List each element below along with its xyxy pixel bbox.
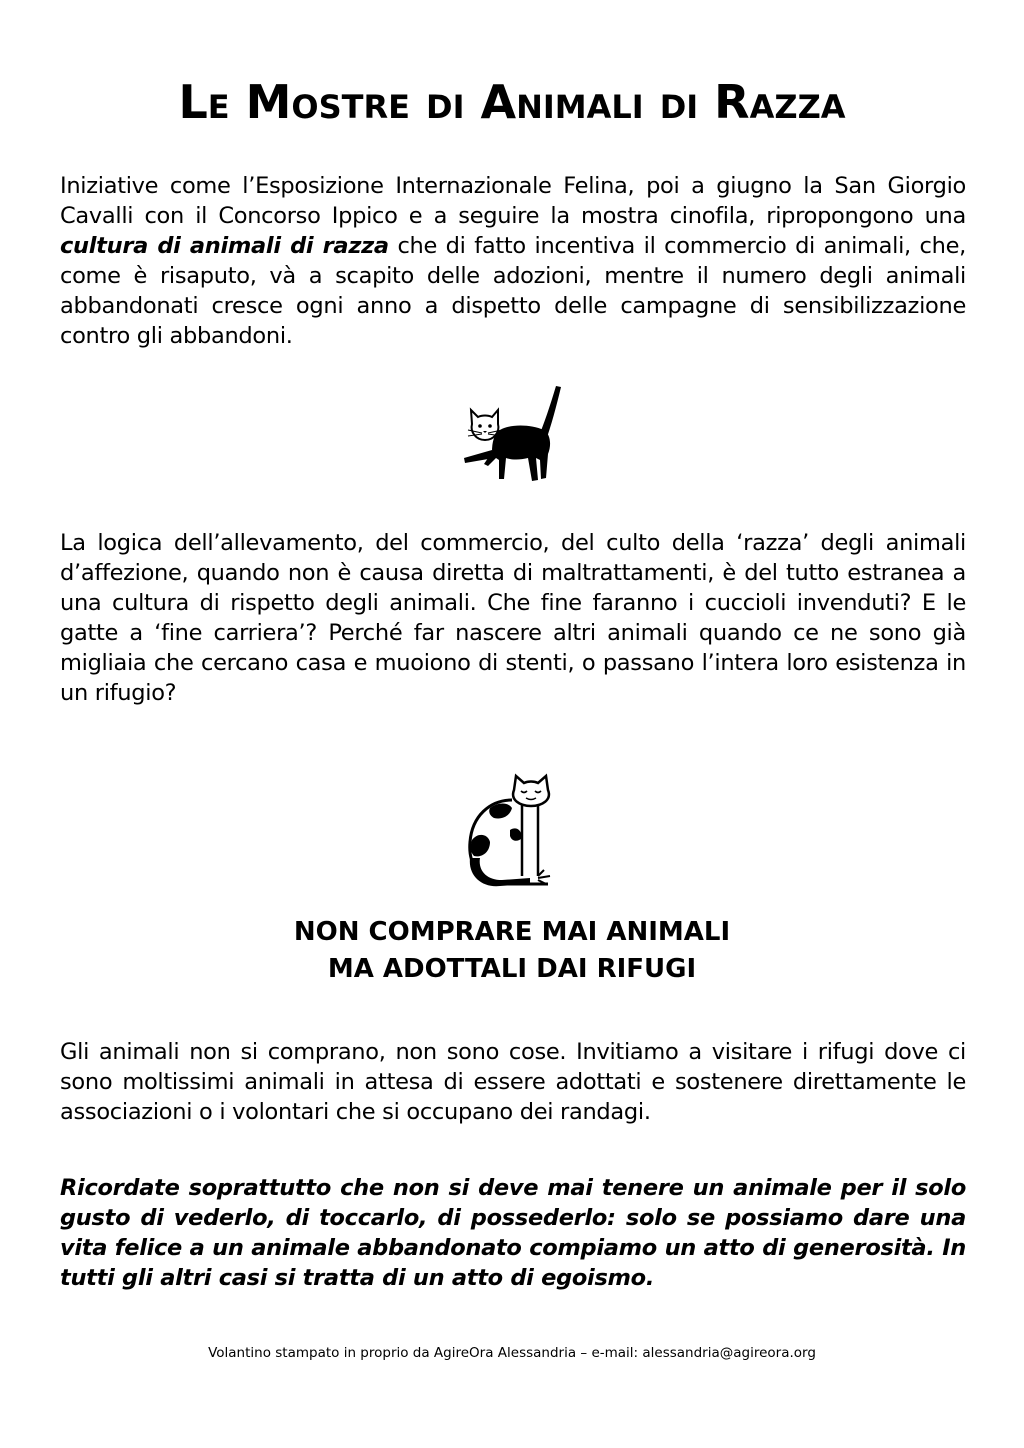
slogan-line-1: NON COMPRARE MAI ANIMALI	[293, 917, 731, 947]
footer-note: Volantino stampato in proprio da AgireOra Alessandria – e-mail: alessandria@agireora.org	[208, 1345, 816, 1361]
page-title: Le Mostre di Animali di Razza	[178, 75, 846, 129]
body-paragraph-2: La logica dell’allevamento, del commercio, del culto della ‘razza’ degli animali d’affezione, quando non è causa diretta di maltrattamenti, è del tutto estranea a una cultura di rispetto degli animali. Che fine faranno i cuccioli invenduti? E le gatte a ‘fine carriera’? Perché far nascere altri animali quando ce ne sono già migliaia che cercano casa e muoiono di stenti, o passano l’intera loro esistenza in un rifugio?	[60, 530, 966, 706]
walking-cat-icon	[458, 380, 578, 490]
slogan-line-2: MA ADOTTALI DAI RIFUGI	[327, 954, 697, 984]
closing-paragraph: Ricordate soprattutto che non si deve mai tenere un animale per il solo gusto di vederlo, di toccarlo, di possederlo: solo se possiamo dare una vita felice a un animale abbandonato compiamo un atto di generosità. In tutti gli altri casi si tratta di un atto di egoismo.	[60, 1175, 966, 1291]
intro-text-start: Iniziative come l’Esposizione Internazionale Felina, poi a giugno la San Giorgio Cavalli con il Concorso Ippico e a seguire la mostra cinofila, ripropongono una	[60, 173, 966, 229]
slogan	[0, 914, 1024, 988]
intro-emphasis: cultura di animali di razza	[60, 233, 389, 259]
body-paragraph-3: Gli animali non si comprano, non sono cose. Invitiamo a visitare i rifugi dove ci sono moltissimi animali in attesa di essere adottati e sostenere direttamente le associazioni o i volontari che si occupano dei randagi.	[60, 1039, 966, 1125]
intro-paragraph	[60, 171, 966, 351]
sitting-cat-icon	[460, 772, 570, 892]
intro-text-end: che di fatto incentiva il commercio di animali, che, come è risaputo, và a scapito delle adozioni, mentre il numero degli animali abbandonati cresce ogni anno a dispetto delle campagne di sensibilizzazione contro gli abbandoni.	[60, 233, 966, 349]
